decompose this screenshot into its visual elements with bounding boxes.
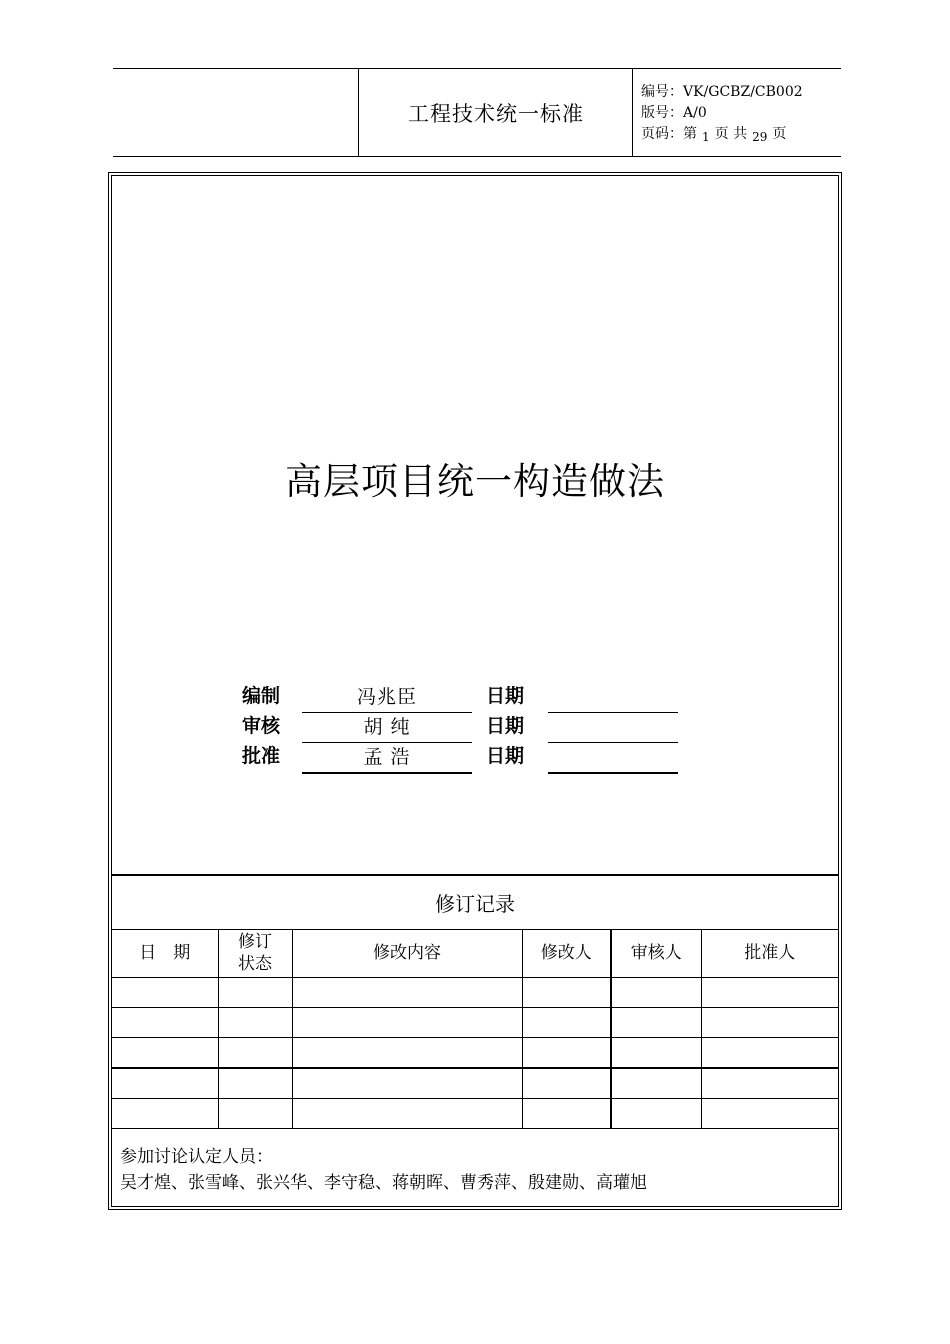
table-cell — [701, 1038, 838, 1069]
table-row — [112, 1099, 838, 1129]
page-label: 页码： — [641, 126, 683, 142]
date-label: 日期 — [486, 745, 525, 767]
column-header: 日 期 — [112, 929, 218, 978]
table-cell — [701, 1008, 838, 1038]
table-row — [112, 1038, 838, 1069]
table-cell — [611, 1038, 701, 1069]
revision-title: 修订记录 — [112, 876, 838, 930]
column-header: 批准人 — [701, 929, 838, 978]
date-line — [548, 742, 678, 743]
role-label: 批准 — [242, 745, 281, 767]
page-header — [113, 68, 841, 157]
table-row — [112, 1008, 838, 1038]
table-cell — [522, 1038, 611, 1069]
table-cell — [701, 978, 838, 1008]
date-label: 日期 — [486, 715, 525, 737]
page-suffix: 页 — [772, 126, 787, 142]
column-header: 修改人 — [522, 929, 611, 978]
doc-version-value: A/0 — [683, 105, 707, 121]
table-cell — [701, 1099, 838, 1129]
doc-code-label: 编号： — [641, 84, 683, 100]
revision-table — [112, 929, 838, 1129]
table-cell — [292, 1099, 522, 1129]
signature-line — [302, 772, 472, 774]
signer-name: 冯兆臣 — [356, 686, 417, 708]
table-cell — [112, 1068, 218, 1099]
table-cell — [611, 1008, 701, 1038]
table-cell — [522, 1068, 611, 1099]
table-cell — [218, 1099, 292, 1129]
doc-code-value: VK/GCBZ/CB002 — [683, 84, 803, 100]
cover-inner-frame — [111, 175, 839, 1207]
table-cell — [611, 1099, 701, 1129]
header-meta — [641, 82, 803, 145]
table-cell — [522, 1099, 611, 1129]
table-cell — [112, 1008, 218, 1038]
document-title: 高层项目统一构造做法 — [285, 460, 665, 503]
table-cell — [112, 1038, 218, 1069]
table-cell — [292, 1068, 522, 1099]
participants-label: 参加讨论认定人员： — [120, 1147, 273, 1167]
table-cell — [522, 978, 611, 1008]
participants-list: 吴才煌、张雪峰、张兴华、李守稳、蒋朝晖、曹秀萍、殷建勋、高瓘旭 — [120, 1173, 647, 1193]
date-label: 日期 — [486, 685, 525, 707]
page-mid: 页 共 — [714, 126, 748, 142]
page-prefix: 第 — [683, 126, 697, 142]
column-header: 审核人 — [611, 929, 701, 978]
date-line — [548, 772, 678, 774]
table-cell — [218, 1008, 292, 1038]
role-label: 审核 — [242, 715, 281, 737]
signer-name: 孟 浩 — [363, 746, 411, 768]
table-cell — [292, 978, 522, 1008]
table-cell — [292, 1008, 522, 1038]
table-cell — [218, 1038, 292, 1069]
table-cell — [701, 1068, 838, 1099]
column-header: 修改内容 — [292, 929, 522, 978]
participants-block — [120, 1144, 830, 1196]
cover-frame — [108, 172, 842, 1210]
page-current: 1 — [702, 130, 710, 144]
table-cell — [218, 978, 292, 1008]
table-row — [112, 978, 838, 1008]
page-number — [641, 124, 803, 145]
table-cell — [112, 978, 218, 1008]
table-cell — [292, 1038, 522, 1069]
date-line — [548, 712, 678, 713]
doc-code — [641, 82, 803, 103]
doc-version — [641, 103, 803, 124]
table-cell — [218, 1068, 292, 1099]
table-cell — [112, 1099, 218, 1129]
doc-version-label: 版号： — [641, 105, 683, 121]
standard-title: 工程技术统一标准 — [408, 101, 584, 126]
table-header-row — [112, 929, 838, 978]
column-header: 修订 状态 — [218, 929, 292, 978]
revision-section — [112, 874, 838, 1206]
table-cell — [522, 1008, 611, 1038]
table-cell — [611, 978, 701, 1008]
page-total: 29 — [752, 130, 768, 144]
table-row — [112, 1068, 838, 1099]
role-label: 编制 — [242, 685, 281, 707]
table-cell — [611, 1068, 701, 1099]
signer-name: 胡 纯 — [363, 716, 411, 738]
